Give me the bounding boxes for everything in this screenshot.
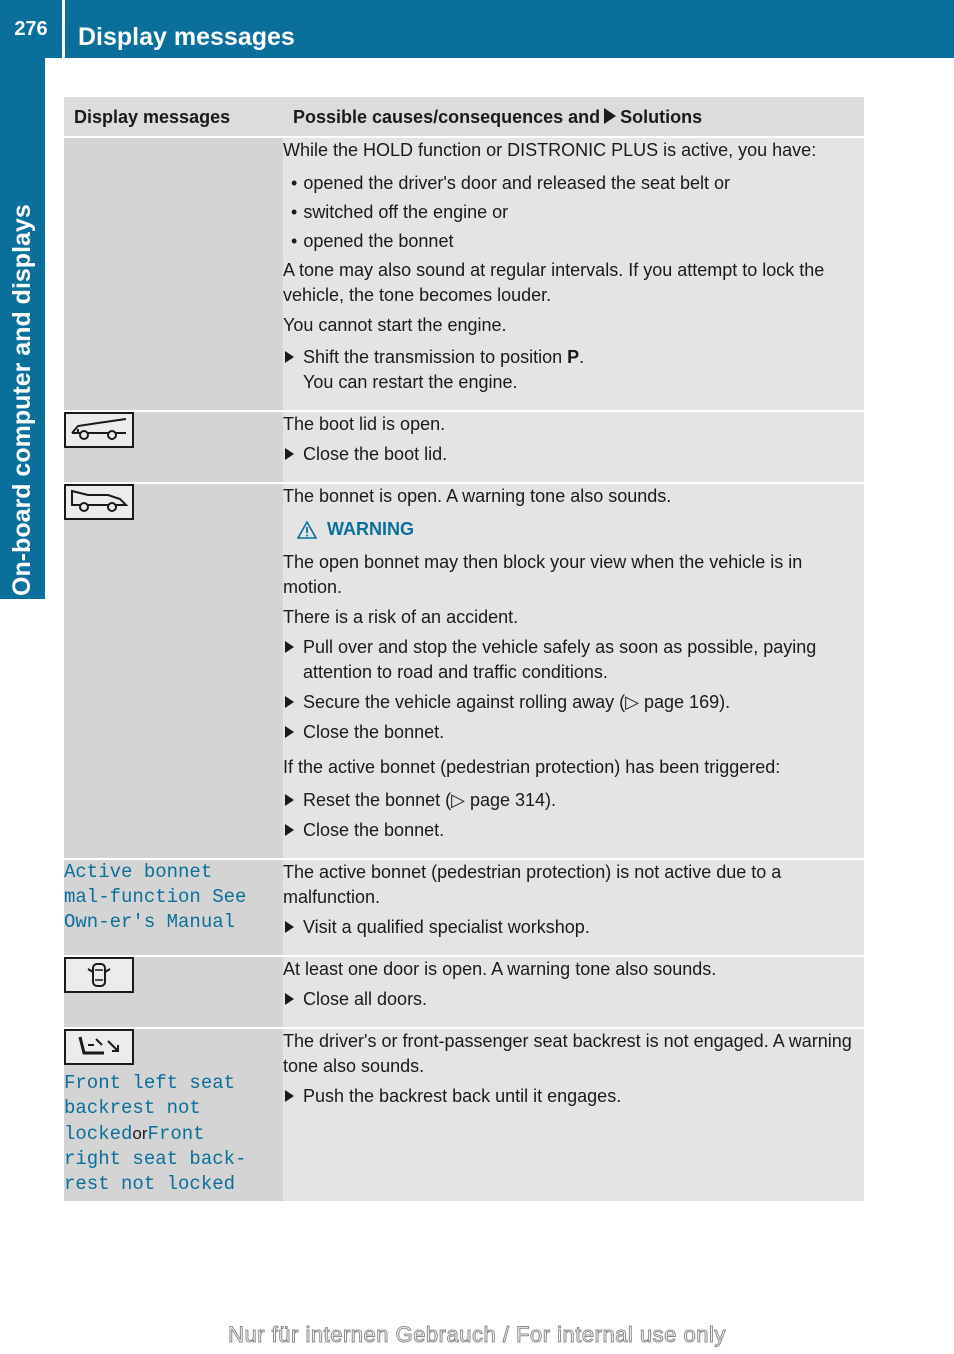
causes-cell [283,411,864,483]
row5-text: At least one door is open. A warning tone also sounds. [283,959,717,979]
step-arrow-icon [285,824,294,836]
display-cell [64,1028,283,1201]
step-arrow-icon [285,1090,294,1102]
instruction-step [283,635,864,685]
instruction-step [283,345,864,395]
table-row [64,483,864,859]
side-tab-label: On-board computer and displays [8,204,36,596]
step-text: Pull over and stop the vehicle safely as soon as possible, paying attention to road and traffic conditions. [303,637,817,682]
row1-tone: A tone may also sound at regular intervals. If you attempt to lock the vehicle, the tone becomes louder. [283,260,825,305]
step-text: Close the boot lid. [303,444,448,464]
row3-text: The bonnet is open. A warning tone also sounds. [283,486,672,506]
display-cell [64,859,283,956]
seat-backrest-icon [64,1029,134,1065]
row2-text: The boot lid is open. [283,414,446,434]
causes-cell [283,483,864,859]
instruction-step [283,1084,864,1109]
door-open-svg [84,960,114,990]
header-bar [0,0,954,58]
step-text: Push the backrest back until it engages. [303,1086,622,1106]
step-arrow-icon [285,794,294,806]
step-arrow-icon [285,641,294,653]
door-open-icon [64,957,134,993]
bonnet-open-svg [68,489,130,515]
bullet-item: • opened the bonnet [283,229,864,254]
step-arrow-icon [285,993,294,1005]
bullet-item: • switched off the engine or [283,200,864,225]
causes-cell [283,1028,864,1201]
table-row [64,1028,864,1201]
display-or: or [132,1124,148,1143]
boot-open-icon [64,412,134,448]
step-arrow-icon [285,351,294,363]
column-header-causes [283,97,864,137]
warning-text: The open bonnet may then block your view when the vehicle is in motion. [283,552,803,597]
instruction-step [283,690,864,715]
row1-cannot: You cannot start the engine. [283,315,507,335]
step-text-end: . [579,347,585,367]
display-cell [64,411,283,483]
warning-triangle-icon [297,521,317,539]
causes-cell [283,137,864,411]
step-text: Close the bonnet. [303,722,445,742]
display-cell [64,483,283,859]
active-bonnet-note: If the active bonnet (pedestrian protection) has been triggered: [283,757,781,777]
instruction-step [283,915,864,940]
display-message-left: Front left seat backrest not locked [64,1072,236,1145]
arrow-icon [604,108,616,124]
page-title: Display messages [78,23,295,51]
warning-label: WARNING [327,519,414,539]
row1-intro: While the HOLD function or DISTRONIC PLUS is active, you have: [283,140,817,160]
column-header-solutions-text: Solutions [620,107,703,127]
step-text: Secure the vehicle against rolling away (▷ page 169). [303,692,731,712]
bullet-item: • opened the driver's door and released the seat belt or [283,171,864,196]
step-text: Visit a qualified specialist workshop. [303,917,590,937]
instruction-step [283,720,864,745]
display-message-text [64,1071,264,1197]
display-message-text: Active bonnet mal-function See Own-er's Manual [64,861,247,933]
warning-heading [297,517,864,542]
page-number: 276 [14,17,48,40]
step-text: Close all doors. [303,989,428,1009]
step-subtext: You can restart the engine. [303,372,518,392]
display-cell [64,956,283,1028]
table-row [64,859,864,956]
step-text: Close the bonnet. [303,820,445,840]
display-messages-table [64,97,864,1201]
step-arrow-icon [285,448,294,460]
header-divider [62,0,65,58]
table-row [64,411,864,483]
row4-text: The active bonnet (pedestrian protection) is not active due to a malfunction. [283,862,782,907]
table-row [64,956,864,1028]
risk-text: There is a risk of an accident. [283,607,519,627]
instruction-step [283,818,864,843]
causes-cell [283,956,864,1028]
boot-open-svg [68,417,130,443]
step-arrow-icon [285,921,294,933]
column-header-display: Display messages [64,97,283,137]
display-cell [64,137,283,411]
table-row [64,137,864,411]
gear-position: P [567,347,580,367]
row6-text: The driver's or front-passenger seat backrest is not engaged. A warning tone also sounds. [283,1031,852,1076]
watermark-footer: Nur für internen Gebrauch / For internal use only [228,1322,726,1347]
instruction-step [283,987,864,1012]
table-header-row [64,97,864,137]
seat-backrest-svg [74,1033,124,1061]
column-header-causes-text: Possible causes/consequences and [293,107,601,127]
step-arrow-icon [285,696,294,708]
instruction-step [283,442,864,467]
instruction-step [283,788,864,813]
bonnet-open-icon [64,484,134,520]
step-arrow-icon [285,726,294,738]
step-text: Shift the transmission to position [303,347,568,367]
step-text: Reset the bonnet (▷ page 314). [303,790,557,810]
side-tab [0,58,45,599]
causes-cell [283,859,864,956]
display-message-right: Front right seat back-rest not locked [64,1123,247,1195]
